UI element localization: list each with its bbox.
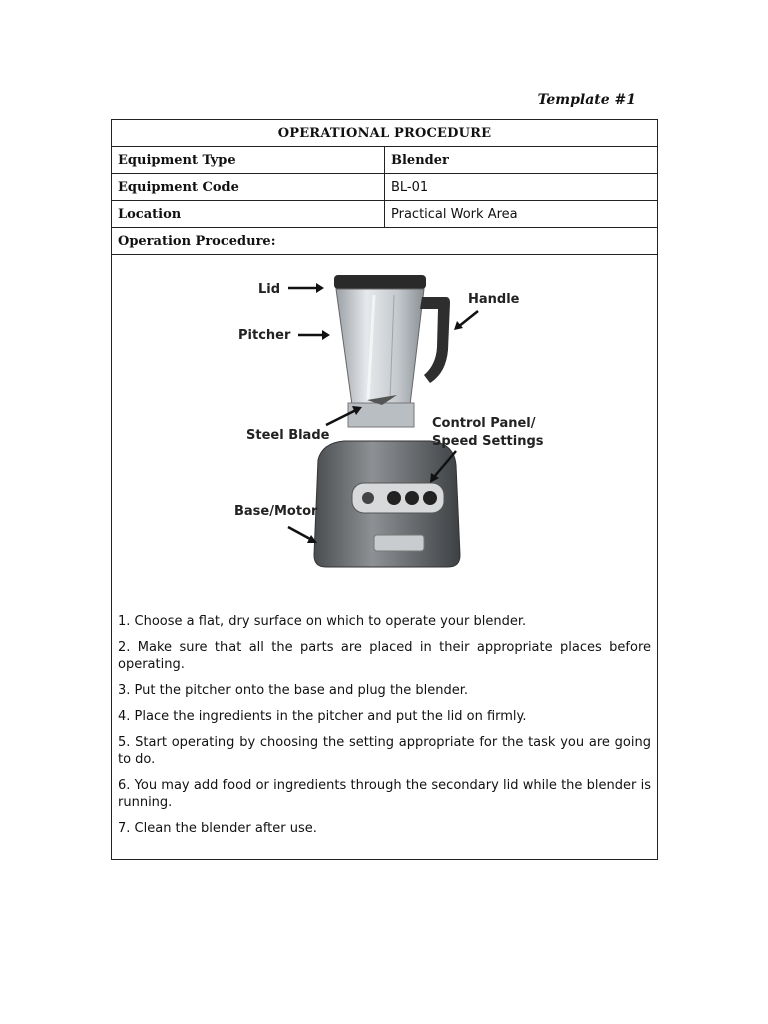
blender-diagram <box>112 255 657 609</box>
equipment-code-value: BL-01 <box>385 174 658 201</box>
step-1: 1. Choose a flat, dry surface on which to operate your blender. <box>118 614 527 629</box>
equipment-code-label: Equipment Code <box>112 174 385 201</box>
callout-control-panel-line2: Speed Settings <box>432 434 544 449</box>
step-3: 3. Put the pitcher onto the base and plug the blender. <box>118 683 469 698</box>
callout-base-motor: Base/Motor <box>234 504 318 519</box>
location-value: Practical Work Area <box>385 201 658 228</box>
pitcher-shape <box>336 289 424 405</box>
equipment-type-value: Blender <box>385 147 658 174</box>
callout-handle: Handle <box>468 292 520 307</box>
step-4: 4. Place the ingredients in the pitcher and put the lid on firmly. <box>118 709 527 724</box>
handle-shape <box>420 297 450 383</box>
location-label: Location <box>112 201 385 228</box>
procedure-content <box>112 255 658 860</box>
callout-pitcher: Pitcher <box>238 328 291 343</box>
step-7: 7. Clean the blender after use. <box>118 821 317 836</box>
procedure-table <box>111 119 658 860</box>
lid-shape <box>334 275 426 289</box>
callout-lid: Lid <box>258 282 281 297</box>
template-label: Template #1 <box>537 92 636 108</box>
callout-steel-blade: Steel Blade <box>246 428 330 443</box>
step-6: 6. You may add food or ingredients through the secondary lid while the blender is running. <box>118 778 651 810</box>
callout-control-panel-line1: Control Panel/ <box>432 416 536 431</box>
step-5: 5. Start operating by choosing the setting appropriate for the task you are going to do. <box>118 735 651 767</box>
equipment-type-label: Equipment Type <box>112 147 385 174</box>
step-2: 2. Make sure that all the parts are placed in their appropriate places before operating. <box>118 640 651 672</box>
procedure-steps <box>112 609 657 859</box>
operation-procedure-label: Operation Procedure: <box>112 228 658 255</box>
procedure-title: OPERATIONAL PROCEDURE <box>112 120 658 147</box>
blender-illustration <box>112 255 657 609</box>
